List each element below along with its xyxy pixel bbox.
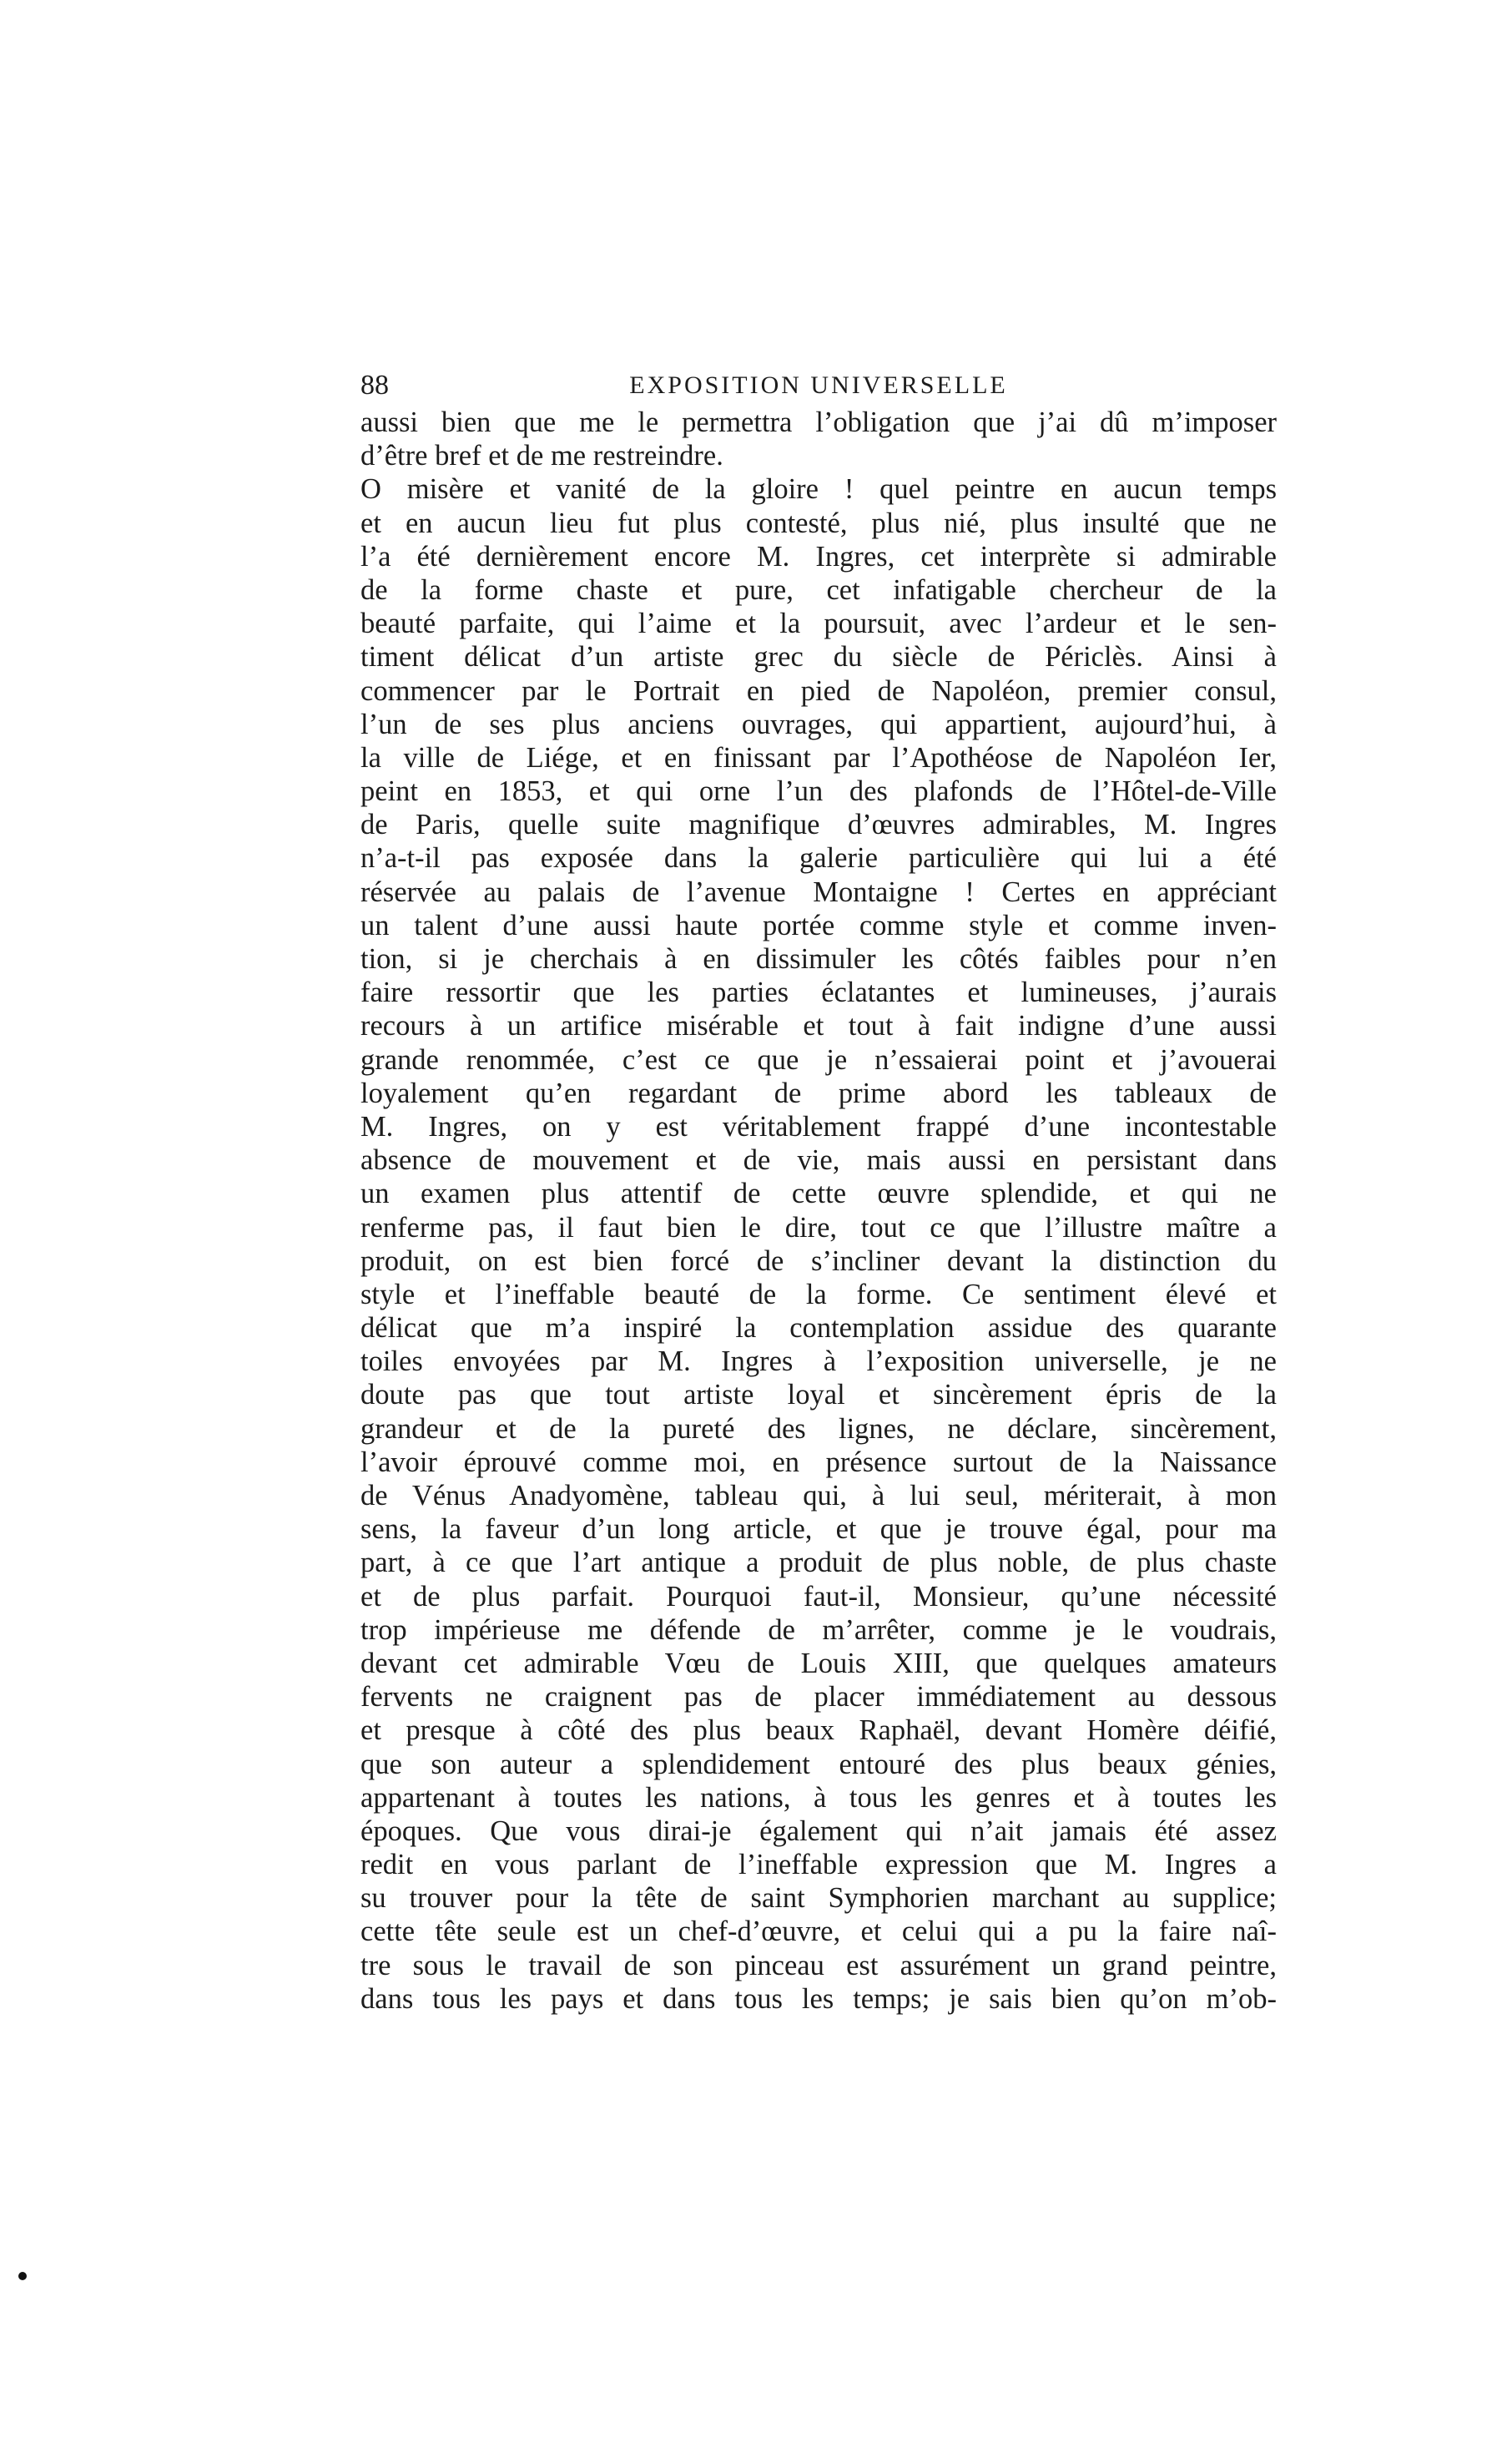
text-line: délicat que m’a inspiré la contemplation assidue des quarante	[360, 1312, 1277, 1345]
text-line: de la forme chaste et pure, cet infatigable chercheur de la	[360, 573, 1277, 606]
body-text	[360, 406, 1277, 2016]
text-line: recours à un artifice misérable et tout à fait indigne d’une aussi	[360, 1010, 1277, 1042]
text-line: sens, la faveur d’un long article, et que je trouve égal, pour ma	[360, 1513, 1277, 1546]
text-line: et de plus parfait. Pourquoi faut-il, Monsieur, qu’une nécessité	[360, 1580, 1277, 1613]
text-line: l’un de ses plus anciens ouvrages, qui appartient, aujourd’hui, à	[360, 708, 1277, 740]
text-line: redit en vous parlant de l’ineffable expression que M. Ingres a	[360, 1849, 1277, 1881]
text-line: commencer par le Portrait en pied de Napoléon, premier consul,	[360, 674, 1277, 707]
text-line: grande renommée, c’est ce que je n’essaierai point et j’avouerai	[360, 1043, 1277, 1076]
margin-mark	[18, 2272, 27, 2280]
book-page	[360, 367, 1277, 2016]
text-line: loyalement qu’en regardant de prime abord les tableaux de	[360, 1077, 1277, 1109]
text-line: dans tous les pays et dans tous les temps; je sais bien qu’on m’ob-	[360, 1982, 1277, 2015]
text-line: un talent d’une aussi haute portée comme style et comme inven-	[360, 909, 1277, 941]
text-line: part, à ce que l’art antique a produit de plus noble, de plus chaste	[360, 1547, 1277, 1579]
text-line: O misère et vanité de la gloire ! quel peintre en aucun temps	[360, 473, 1277, 506]
text-line: tre sous le travail de son pinceau est assurément un grand peintre,	[360, 1949, 1277, 1981]
text-line: appartenant à toutes les nations, à tous les genres et à toutes les	[360, 1781, 1277, 1814]
page-number: 88	[360, 370, 389, 401]
text-line: doute pas que tout artiste loyal et sincèrement épris de la	[360, 1379, 1277, 1411]
text-line: de Vénus Anadyomène, tableau qui, à lui seul, mériterait, à mon	[360, 1480, 1277, 1512]
running-head	[360, 367, 1277, 404]
text-line: produit, on est bien forcé de s’incliner devant la distinction du	[360, 1244, 1277, 1277]
text-line: absence de mouvement et de vie, mais aussi en persistant dans	[360, 1144, 1277, 1177]
text-line: style et l’ineffable beauté de la forme. Ce sentiment élevé et	[360, 1278, 1277, 1310]
text-line: la ville de Liége, et en finissant par l’Apothéose de Napoléon Ier,	[360, 741, 1277, 774]
text-line: aussi bien que me le permettra l’obligation que j’ai dû m’imposer	[360, 406, 1277, 438]
running-title: EXPOSITION UNIVERSELLE	[629, 371, 1008, 399]
text-line: toiles envoyées par M. Ingres à l’exposition universelle, je ne	[360, 1345, 1277, 1378]
text-line: M. Ingres, on y est véritablement frappé d’une incontestable	[360, 1110, 1277, 1143]
text-line: devant cet admirable Vœu de Louis XIII, que quelques amateurs	[360, 1647, 1277, 1679]
text-line: renferme pas, il faut bien le dire, tout ce que l’illustre maître a	[360, 1211, 1277, 1244]
text-line: su trouver pour la tête de saint Symphorien marchant au supplice;	[360, 1882, 1277, 1915]
text-line: réservée au palais de l’avenue Montaigne ! Certes en appréciant	[360, 876, 1277, 908]
text-line: beauté parfaite, qui l’aime et la poursuit, avec l’ardeur et le sen-	[360, 608, 1277, 640]
text-line: que son auteur a splendidement entouré des plus beaux génies,	[360, 1748, 1277, 1780]
text-line: et en aucun lieu fut plus contesté, plus nié, plus insulté que ne	[360, 507, 1277, 539]
text-line: et presque à côté des plus beaux Raphaël, devant Homère déifié,	[360, 1714, 1277, 1747]
text-line: cette tête seule est un chef-d’œuvre, et celui qui a pu la faire naî-	[360, 1915, 1277, 1948]
text-line: de Paris, quelle suite magnifique d’œuvres admirables, M. Ingres	[360, 809, 1277, 841]
text-line: fervents ne craignent pas de placer immédiatement au dessous	[360, 1681, 1277, 1714]
text-line: un examen plus attentif de cette œuvre splendide, et qui ne	[360, 1178, 1277, 1210]
text-line: peint en 1853, et qui orne l’un des plafonds de l’Hôtel-de-Ville	[360, 775, 1277, 808]
text-line: l’avoir éprouvé comme moi, en présence surtout de la Naissance	[360, 1446, 1277, 1478]
text-line: tion, si je cherchais à en dissimuler les côtés faibles pour n’en	[360, 943, 1277, 975]
text-line: époques. Que vous dirai-je également qui n’ait jamais été assez	[360, 1815, 1277, 1847]
text-line: faire ressortir que les parties éclatantes et lumineuses, j’aurais	[360, 977, 1277, 1009]
text-line: timent délicat d’un artiste grec du siècle de Périclès. Ainsi à	[360, 641, 1277, 674]
text-line: grandeur et de la pureté des lignes, ne déclare, sincèrement,	[360, 1412, 1277, 1445]
text-line: l’a été dernièrement encore M. Ingres, cet interprète si admirable	[360, 540, 1277, 573]
text-line: trop impérieuse me défende de m’arrêter, comme je le voudrais,	[360, 1613, 1277, 1646]
text-line: d’être bref et de me restreindre.	[360, 440, 723, 472]
text-line: n’a-t-il pas exposée dans la galerie particulière qui lui a été	[360, 842, 1277, 875]
